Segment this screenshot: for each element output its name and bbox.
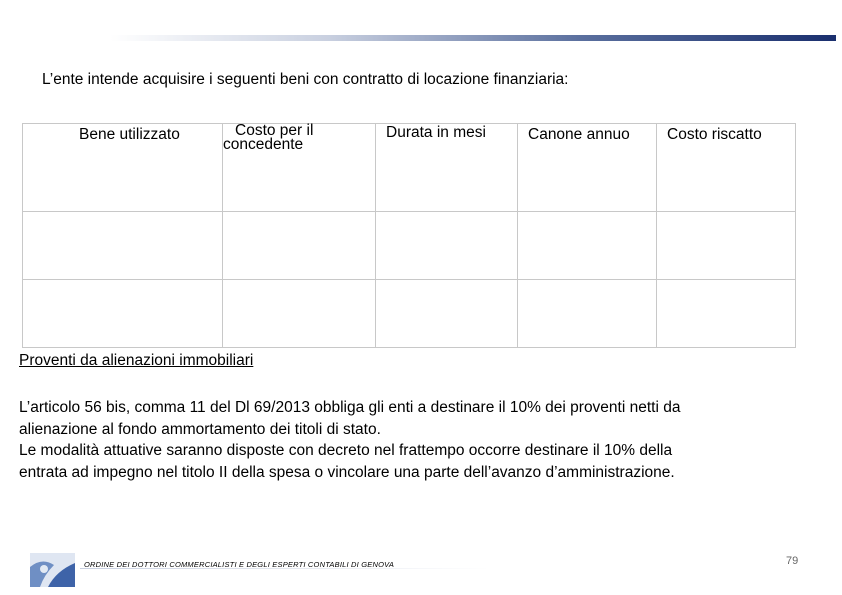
table-cell [657,212,796,280]
footer-organization: ORDINE DEI DOTTORI COMMERCIALISTI E DEGLI ESPERTI CONTABILI DI GENOVA [84,560,395,569]
paragraph-line: Le modalità attuative saranno disposte con decreto nel frattempo occorre destinare il 10% della [19,442,673,459]
table-cell [657,280,796,348]
paragraph-line: L’articolo 56 bis, comma 11 del Dl 69/2013 obbliga gli enti a destinare il 10% dei proventi netti da [19,399,681,416]
table-header-row [23,124,796,212]
paragraph-line: entrata ad impegno nel titolo II della spesa o vincolare una parte dell’avanzo d’amministrazione. [19,463,675,481]
table-cell [223,212,376,280]
table-cell [376,280,518,348]
table-cell [518,212,657,280]
intro-text: L’ente intende acquisire i seguenti beni con contratto di locazione finanziaria: [42,71,569,88]
header-accent-bar [110,35,836,41]
header-costo-riscatto: Costo riscatto [657,124,796,212]
table-cell [376,212,518,280]
header-costo-line1: Costo per il [235,122,314,139]
table-cell [223,280,376,348]
lease-table [22,123,796,348]
table-row [23,212,796,280]
section-title: Proventi da alienazioni immobiliari [19,352,254,369]
header-canone: Canone annuo [518,124,657,212]
page-number: 79 [786,555,799,567]
table-row [23,280,796,348]
header-costo-concedente [223,124,376,212]
table-cell [518,280,657,348]
paragraph-line: alienazione al fondo ammortamento dei titoli di stato. [19,420,381,438]
organization-logo [30,553,75,587]
header-costo-line2: concedente [223,136,304,153]
table-cell [23,212,223,280]
header-bene-utilizzato: Bene utilizzato [23,124,223,212]
body-paragraph [19,397,819,483]
header-durata: Durata in mesi [376,124,518,212]
table-cell [23,280,223,348]
